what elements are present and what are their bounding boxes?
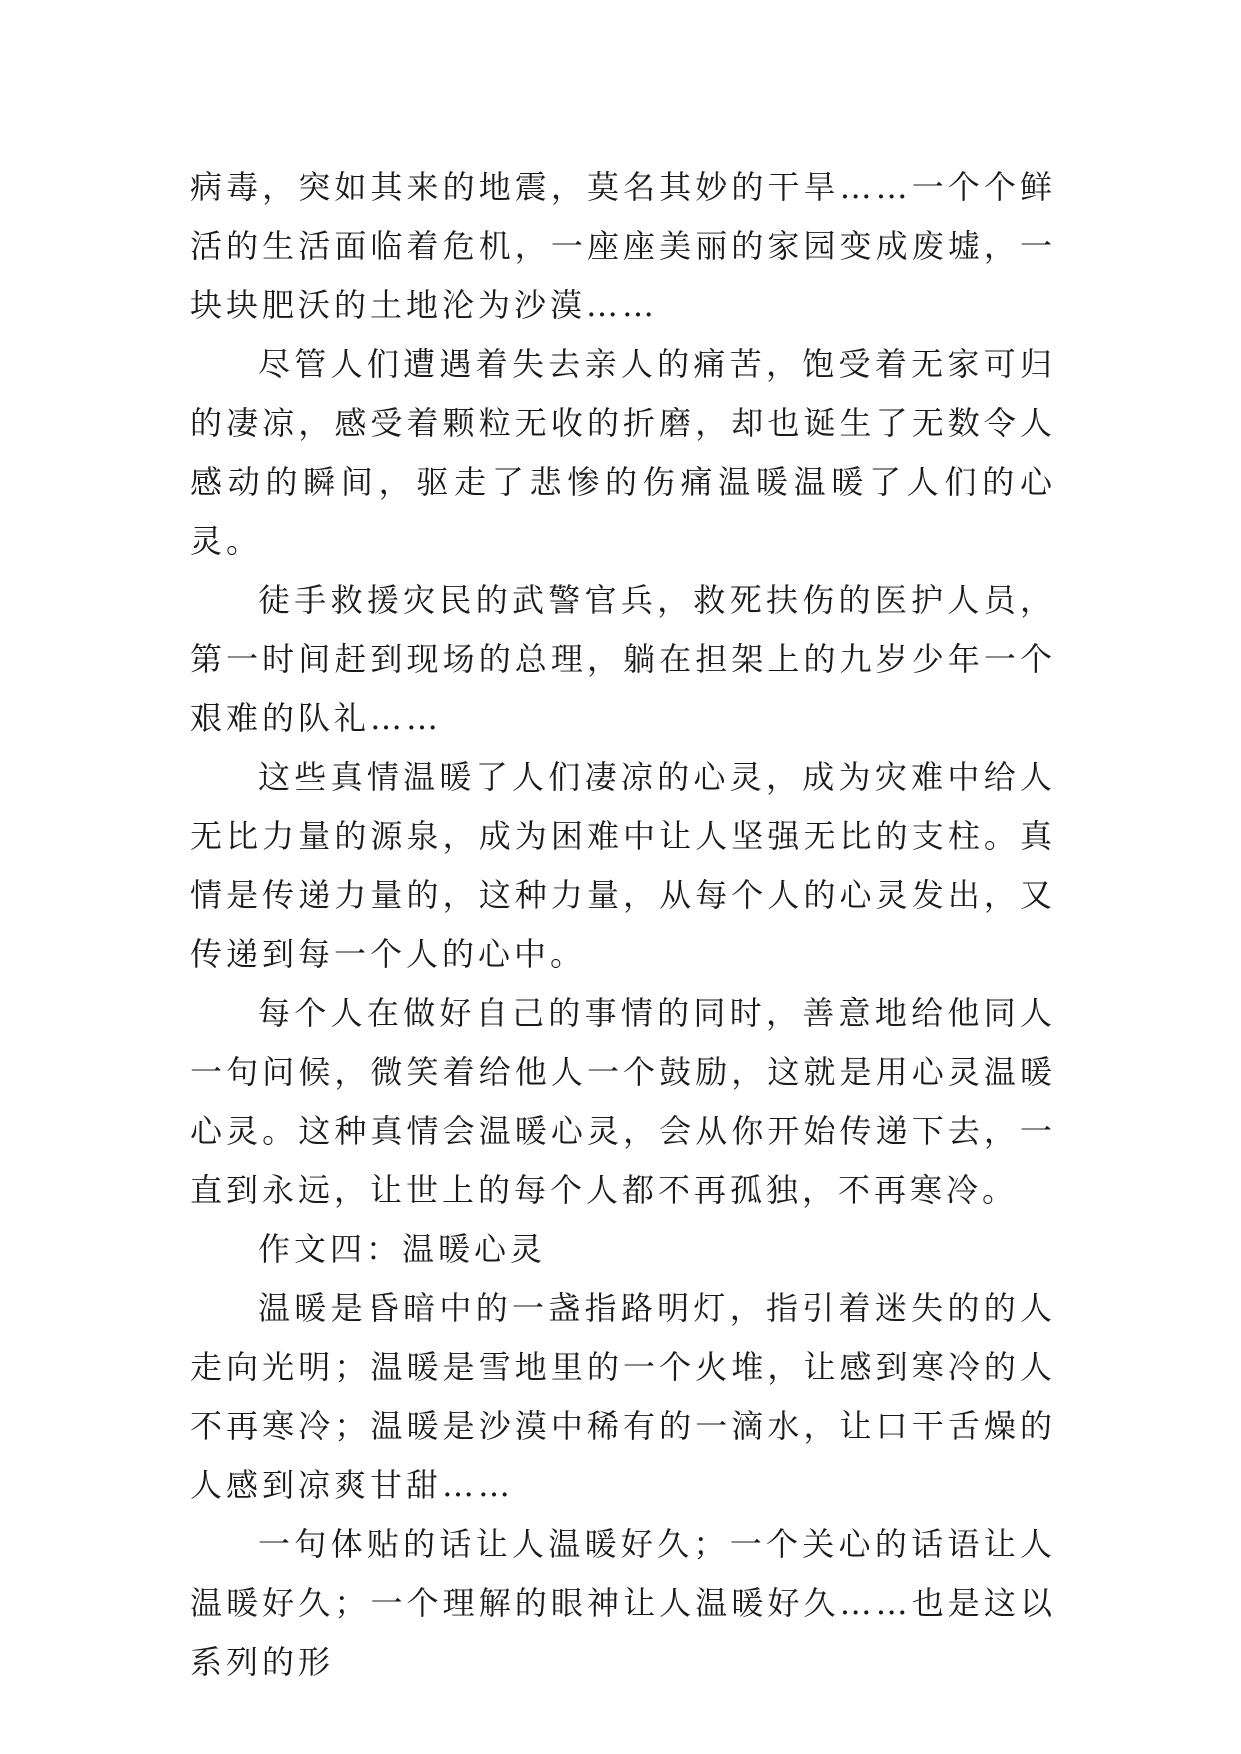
paragraph: 这些真情温暖了人们凄凉的心灵，成为灾难中给人无比力量的源泉，成为困难中让人坚强无比的支柱。真情是传递力量的，这种力量，从每个人的心灵发出，又传递到每一个人的心中。: [190, 758, 1056, 973]
paragraph: 病毒，突如其来的地震，莫名其妙的干旱……一个个鲜活的生活面临着危机，一座座美丽的家园变成废墟，一块块肥沃的土地沦为沙漠……: [190, 168, 1056, 324]
paragraph: 一句体贴的话让人温暖好久；一个关心的话语让人温暖好久；一个理解的眼神让人温暖好久……也是这以系列的形: [190, 1525, 1056, 1681]
paragraph: 徒手救援灾民的武警官兵，救死扶伤的医护人员，第一时间赶到现场的总理，躺在担架上的九岁少年一个艰难的队礼……: [190, 581, 1056, 737]
paragraph: 尽管人们遭遇着失去亲人的痛苦，饱受着无家可归的凄凉，感受着颗粒无收的折磨，却也诞生了无数令人感动的瞬间，驱走了悲惨的伤痛温暖温暖了人们的心灵。: [190, 345, 1056, 560]
paragraph: 每个人在做好自己的事情的同时，善意地给他同人一句问候，微笑着给他人一个鼓励，这就是用心灵温暖心灵。这种真情会温暖心灵，会从你开始传递下去，一直到永远，让世上的每个人都不再孤独，不再寒冷。: [190, 994, 1056, 1209]
paragraph: 温暖是昏暗中的一盏指路明灯，指引着迷失的的人走向光明；温暖是雪地里的一个火堆，让感到寒冷的人不再寒冷；温暖是沙漠中稀有的一滴水，让口干舌燥的人感到凉爽甘甜……: [190, 1289, 1056, 1504]
section-heading: 作文四：温暖心灵: [258, 1230, 547, 1268]
document-body: [190, 158, 1056, 1692]
